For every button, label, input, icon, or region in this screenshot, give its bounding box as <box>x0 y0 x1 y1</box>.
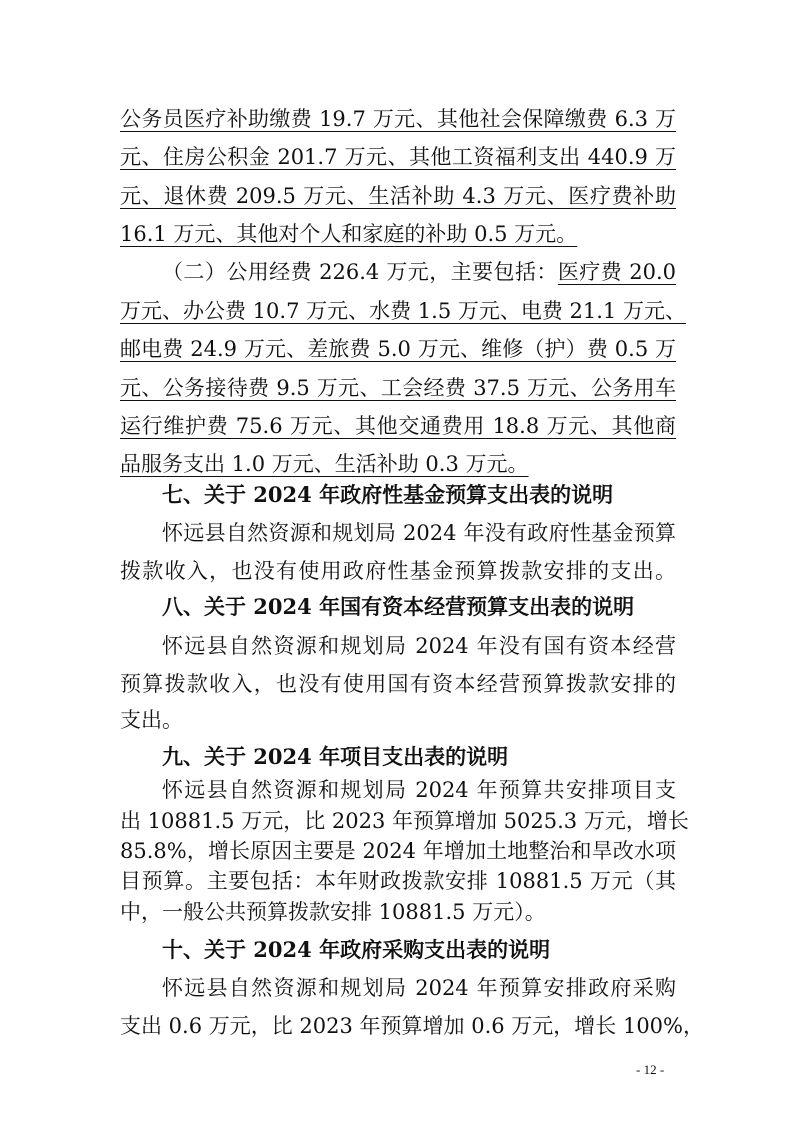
page-number: - 12 - <box>636 1062 665 1077</box>
text-line: 元、住房公积金 201.7 万元、其他工资福利支出 440.9 万 <box>120 145 676 169</box>
text-line: 元、公务接待费 9.5 万元、工会经费 37.5 万元、公务用车 <box>120 376 676 400</box>
text-span: （二）公用经费 226.4 万元，主要包括： <box>162 260 558 284</box>
text-line: 怀远县自然资源和规划局 2024 年预算安排政府采购 <box>162 976 676 1000</box>
text-line: 出 10881.5 万元，比 2023 年预算增加 5025.3 万元，增长 <box>120 809 689 833</box>
text-line: 运行维护费 75.6 万元、其他交通费用 18.8 万元、其他商 <box>120 414 676 438</box>
text-line: 邮电费 24.9 万元、差旅费 5.0 万元、维修（护）费 0.5 万 <box>120 337 676 361</box>
text-line: 16.1 万元、其他对个人和家庭的补助 0.5 万元。 <box>120 222 578 246</box>
text-line: 公务员医疗补助缴费 19.7 万元、其他社会保障缴费 6.3 万 <box>120 107 676 131</box>
paragraph-lead <box>162 257 676 287</box>
text-line: 元、退休费 209.5 万元、生活补助 4.3 万元、医疗费补助 <box>120 184 676 208</box>
section-heading: 十、关于 2024 年政府采购支出表的说明 <box>162 937 551 962</box>
text-line: 怀远县自然资源和规划局 2024 年预算共安排项目支 <box>162 778 676 802</box>
text-line: 怀远县自然资源和规划局 2024 年没有政府性基金预算 <box>162 521 676 545</box>
text-line: 拨款收入，也没有使用政府性基金预算拨款安排的支出。 <box>120 559 676 583</box>
section-heading: 八、关于 2024 年国有资本经营预算支出表的说明 <box>162 594 635 619</box>
section-heading: 九、关于 2024 年项目支出表的说明 <box>162 744 509 769</box>
text-line: 目预算。主要包括：本年财政拨款安排 10881.5 万元（其 <box>120 869 676 893</box>
text-line: 中，一般公共预算拨款安排 10881.5 万元）。 <box>120 900 546 924</box>
text-line: 支出 0.6 万元，比 2023 年预算增加 0.6 万元，增长 100%， <box>120 1014 704 1038</box>
text-line: 85.8%，增长原因主要是 2024 年增加土地整治和旱改水项 <box>120 839 676 863</box>
text-line: 品服务支出 1.0 万元、生活补助 0.3 万元。 <box>120 452 529 476</box>
section-heading: 七、关于 2024 年政府性基金预算支出表的说明 <box>162 482 614 507</box>
text-line: 支出。 <box>120 708 183 732</box>
text-line: 怀远县自然资源和规划局 2024 年没有国有资本经营 <box>162 634 676 658</box>
text-line: 万元、办公费 10.7 万元、水费 1.5 万元、电费 21.1 万元、 <box>120 299 686 323</box>
text-span-underlined: 医疗费 20.0 <box>557 260 677 284</box>
text-line: 预算拨款收入，也没有使用国有资本经营预算拨款安排的 <box>120 672 676 696</box>
